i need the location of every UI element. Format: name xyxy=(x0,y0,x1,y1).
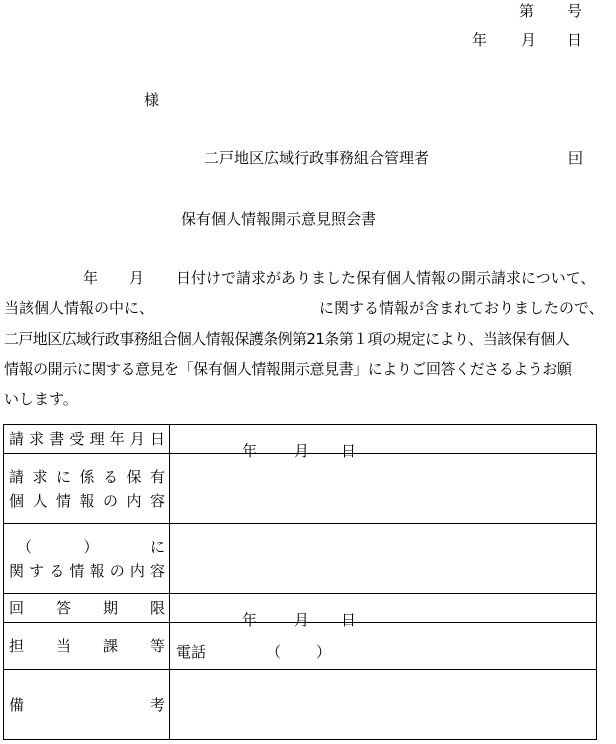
label-related-info-line2: 関する情報の内容 xyxy=(9,561,165,580)
addressee-sama: 様 xyxy=(144,91,160,109)
phone-open-paren: （ xyxy=(266,643,282,661)
body-line2-a: 当該個人情報の中に、 xyxy=(4,299,155,317)
body-month: 月 xyxy=(129,269,145,287)
label-received-date-text: 請求書受理年月日 xyxy=(9,430,165,448)
received-year: 年 xyxy=(242,442,258,460)
seal-mark: 囙 xyxy=(568,149,584,167)
label-remarks xyxy=(4,670,170,740)
value-remarks[interactable] xyxy=(170,670,597,740)
received-month: 月 xyxy=(294,442,310,460)
received-day: 日 xyxy=(341,442,357,460)
document-number-dai: 第 xyxy=(519,2,535,20)
label-deadline xyxy=(4,594,170,623)
related-open-paren: （ xyxy=(17,537,84,556)
value-requested-content[interactable] xyxy=(170,454,597,524)
document-title: 保有個人情報開示意見照会書 xyxy=(181,210,377,228)
document-number-go: 号 xyxy=(567,2,583,20)
label-requested-content-line2: 個人情報の内容 xyxy=(9,491,165,510)
deadline-year: 年 xyxy=(242,611,258,629)
body-line1: 日付けで請求がありました保有個人情報の開示請求について、 xyxy=(176,269,596,287)
body-line4: 情報の開示に関する意見を「保有個人情報開示意見書」によりご回答くださるようお願 xyxy=(4,360,572,378)
label-requested-content xyxy=(4,454,170,524)
label-deadline-text: 回答期限 xyxy=(9,599,165,617)
label-remarks-text: 備考 xyxy=(9,695,165,714)
phone-label: 電話 xyxy=(176,643,207,661)
label-staff xyxy=(4,623,170,670)
row-received-date xyxy=(4,425,597,454)
row-deadline xyxy=(4,594,597,623)
body-year: 年 xyxy=(83,269,99,287)
value-related-info[interactable] xyxy=(170,524,597,594)
label-related-info xyxy=(4,524,170,594)
related-close-paren: ）に xyxy=(83,537,165,556)
body-line2-b: に関する情報が含まれておりましたので、 xyxy=(319,299,604,317)
label-related-info-line1 xyxy=(9,535,165,559)
value-staff[interactable] xyxy=(170,623,597,670)
phone-close-paren: ） xyxy=(316,643,332,661)
date-month-label: 月 xyxy=(521,31,537,49)
label-staff-text: 担当課等 xyxy=(9,637,165,655)
date-day-label: 日 xyxy=(567,31,583,49)
deadline-month: 月 xyxy=(294,611,310,629)
row-staff xyxy=(4,623,597,670)
value-received-date[interactable] xyxy=(170,425,597,460)
row-remarks xyxy=(4,670,597,740)
label-received-date xyxy=(4,425,170,454)
body-line5: いします。 xyxy=(4,390,78,408)
deadline-day: 日 xyxy=(341,611,357,629)
label-requested-content-line1: 請求に係る保有 xyxy=(9,467,165,486)
date-year-label: 年 xyxy=(472,31,488,49)
row-related-info xyxy=(4,524,597,594)
value-deadline[interactable] xyxy=(170,594,597,629)
row-requested-content xyxy=(4,454,597,524)
inquiry-form-table xyxy=(3,424,597,740)
body-line3: 二戸地区広域行政事務組合個人情報保護条例第21条第１項の規定により、当該保有個人 xyxy=(4,330,570,348)
sender-name: 二戸地区広域行政事務組合管理者 xyxy=(204,149,430,167)
